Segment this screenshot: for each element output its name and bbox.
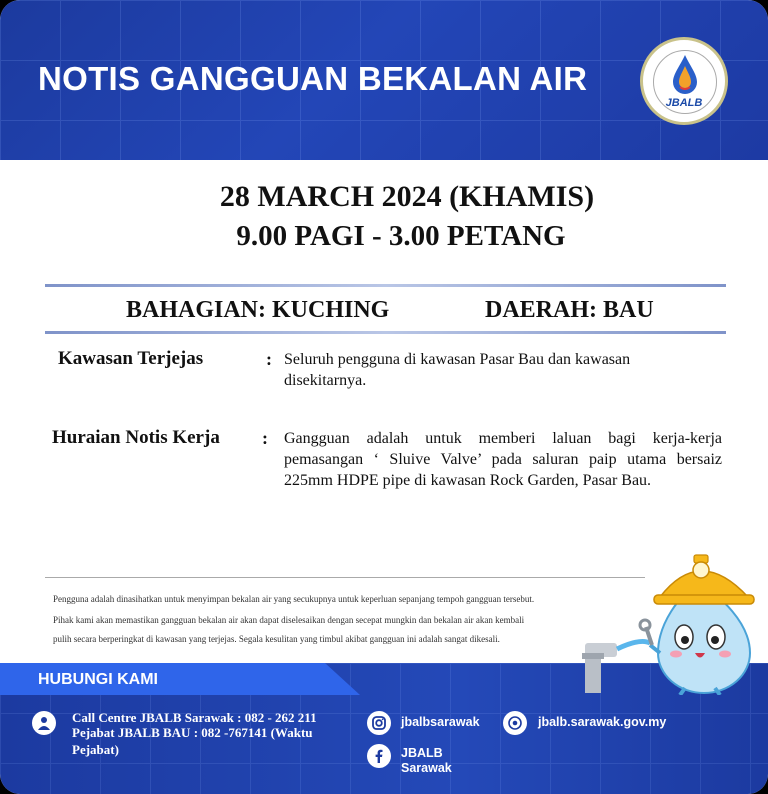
phone-icon — [32, 711, 56, 735]
website-link[interactable]: jbalb.sarawak.gov.my — [538, 715, 667, 729]
advisory-line-2: Pihak kami akan memastikan gangguan bekalan air akan dapat diselesaikan dengan secepat mungkin dan bekalan air akan kembali — [53, 615, 525, 625]
divider-top — [45, 284, 726, 287]
water-drop-mascot — [580, 545, 768, 695]
facebook-icon[interactable] — [367, 744, 391, 768]
call-centre-text: Call Centre JBALB Sarawak : 082 - 262 211 — [72, 710, 317, 725]
huraian-notis-label: Huraian Notis Kerja — [52, 427, 220, 448]
office-phone-text: Pejabat JBALB BAU : 082 -767141 (Waktu Pejabat) — [72, 725, 313, 757]
instagram-icon[interactable] — [367, 711, 391, 735]
advisory-notice — [45, 577, 645, 658]
advisory-line-1: Pengguna adalah dinasihatkan untuk menyimpan bekalan air yang secukupnya untuk keperluan sepanjang tempoh gangguan tersebut. — [53, 594, 535, 604]
kawasan-terjejas-value: Seluruh pengguna di kawasan Pasar Bau dan kawasan disekitarnya. — [284, 351, 631, 389]
advisory-line-3: pulih secara berperingkat di kawasan yang terjejas. Segala kesulitan yang timbul akibat gangguan ini adalah sangat dikesali. — [53, 634, 500, 644]
facebook-name-line2[interactable]: Sarawak — [401, 761, 452, 775]
huraian-colon: : — [262, 428, 268, 448]
page-title: NOTIS GANGGUAN BEKALAN AIR — [38, 60, 588, 97]
globe-icon — [503, 711, 527, 735]
kawasan-terjejas-label: Kawasan Terjejas — [58, 348, 204, 369]
jbalb-logo — [640, 37, 728, 125]
notice-time: 9.00 PAGI - 3.00 PETANG — [236, 220, 566, 252]
instagram-handle[interactable]: jbalbsarawak — [401, 715, 480, 729]
logo-text: JBALB — [665, 97, 703, 109]
divider-bottom — [45, 331, 726, 334]
notice-date: 28 MARCH 2024 (KHAMIS) — [219, 180, 595, 213]
water-drop-logo-icon — [672, 54, 698, 94]
kawasan-colon: : — [266, 349, 272, 369]
water-pipe-icon — [582, 641, 650, 693]
facebook-name-line1[interactable]: JBALB — [401, 746, 443, 760]
hard-hat-icon — [654, 555, 754, 604]
daerah-label: DAERAH: BAU — [485, 297, 654, 323]
contact-title: HUBUNGI KAMI — [38, 671, 158, 688]
bahagian-label: BAHAGIAN: KUCHING — [126, 297, 390, 323]
huraian-notis-value: Gangguan adalah untuk memberi laluan bagi kerja-kerja pemasangan ‘ Sluive Valve’ pada saluran paip utama bersaiz 225mm HDPE pipe di kawasan Rock Garden, Pasar Bau. — [284, 430, 722, 489]
